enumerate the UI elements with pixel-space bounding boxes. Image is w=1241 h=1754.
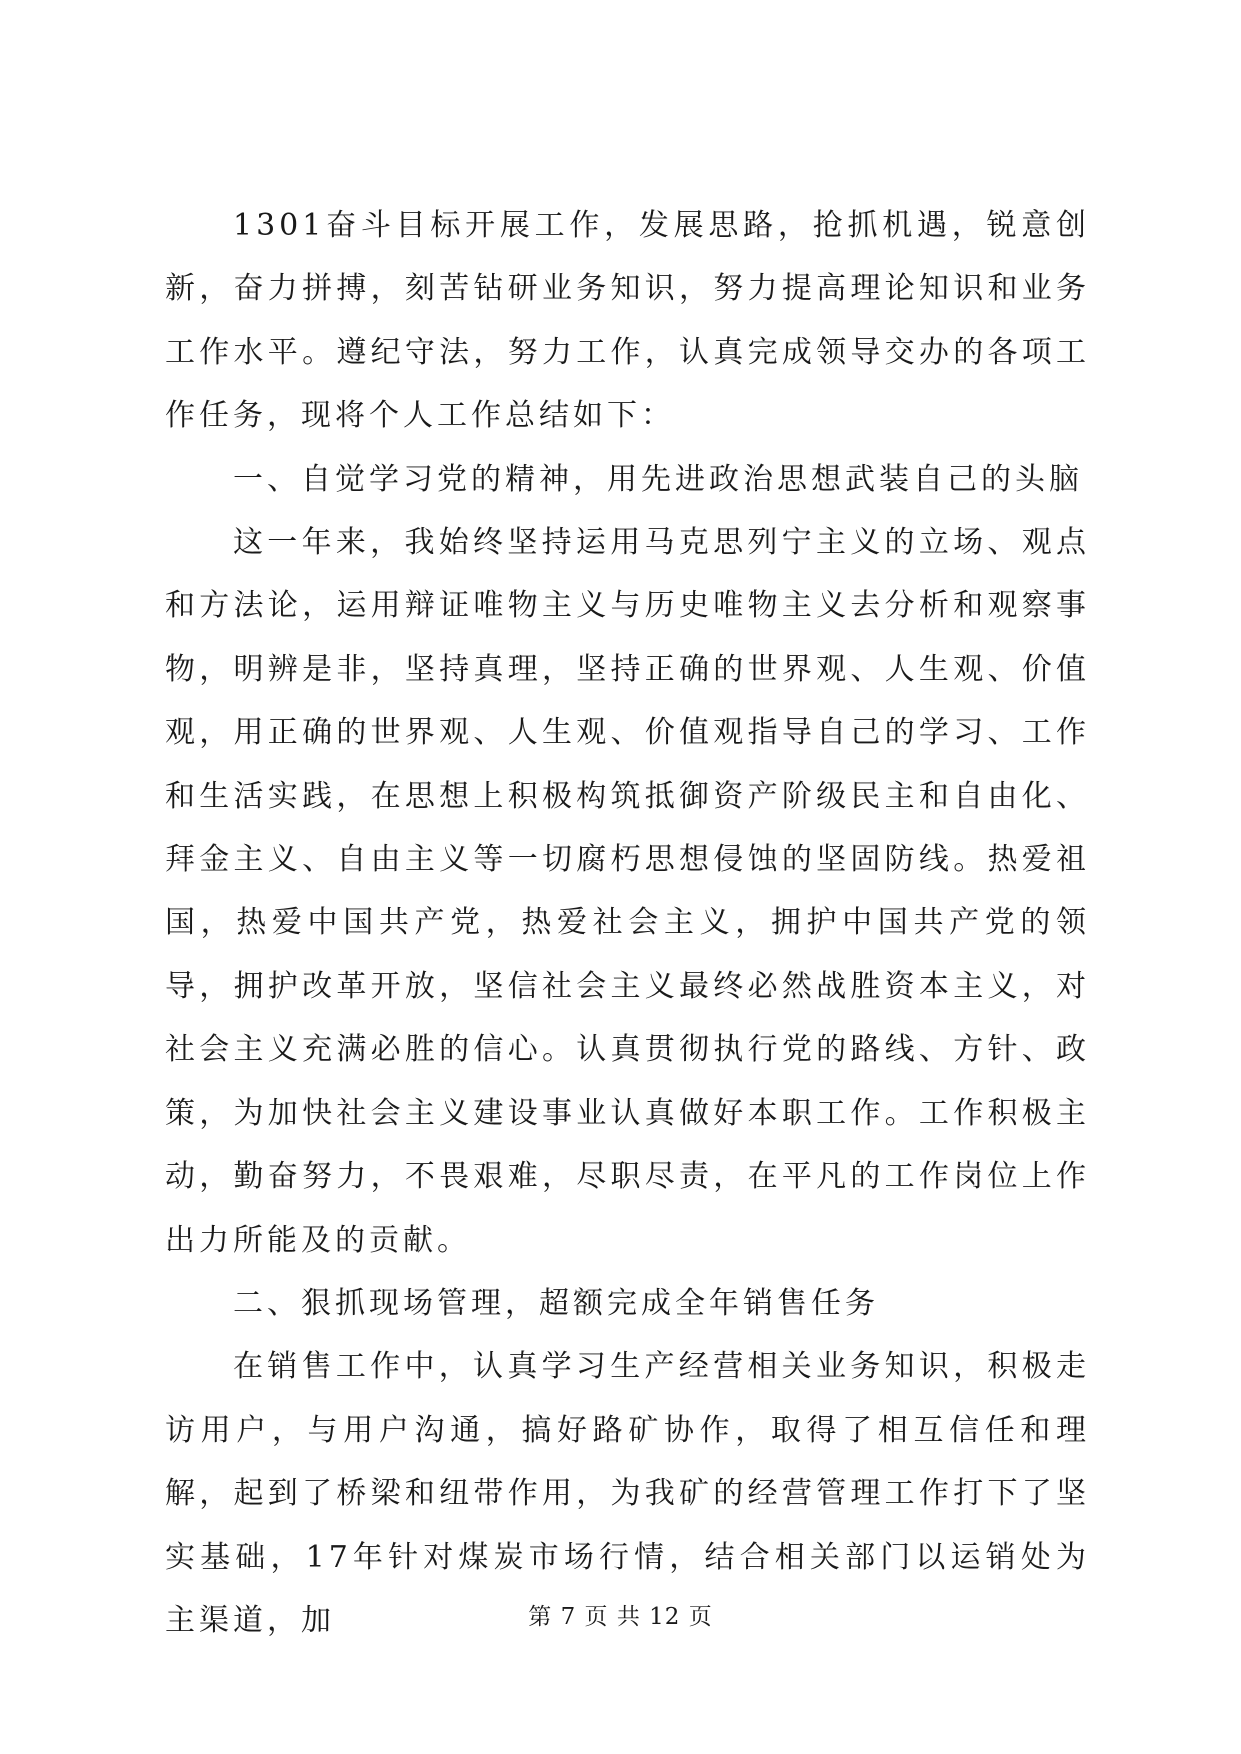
page-number-footer: 第 7 页 共 12 页 [528, 1604, 713, 1630]
paragraph-section-2: 在销售工作中，认真学习生产经营相关业务知识，积极走访用户，与用户沟通，搞好路矿协作，取得了相互信任和理解，起到了桥梁和纽带作用，为我矿的经营管理工作打下了坚实基础，17年针对煤炭市场行情，结合相关部门以运销处为主渠道，加 [165, 1349, 1090, 1638]
paragraph-intro: 1301奋斗目标开展工作，发展思路，抢抓机遇，锐意创新，奋力拼搏，刻苦钻研业务知识，努力提高理论知识和业务工作水平。遵纪守法，努力工作，认真完成领导交办的各项工作任务，现将个人工作总结如下： [165, 208, 1090, 434]
section-heading-1: 一、自觉学习党的精神，用先进政治思想武装自己的头脑 [233, 461, 1083, 497]
section-heading-2: 二、狠抓现场管理，超额完成全年销售任务 [233, 1285, 879, 1321]
document-body [165, 194, 1090, 1652]
paragraph-section-1: 这一年来，我始终坚持运用马克思列宁主义的立场、观点和方法论，运用辩证唯物主义与历史唯物主义去分析和观察事物，明辨是非，坚持真理，坚持正确的世界观、人生观、价值观，用正确的世界观、人生观、价值观指导自己的学习、工作和生活实践，在思想上积极构筑抵御资产阶级民主和自由化、拜金主义、自由主义等一切腐朽思想侵蚀的坚固防线。热爱祖国，热爱中国共产党，热爱社会主义，拥护中国共产党的领导，拥护改革开放，坚信社会主义最终必然战胜资本主义，对社会主义充满必胜的信心。认真贯彻执行党的路线、方针、政策，为加快社会主义建设事业认真做好本职工作。工作积极主动，勤奋努力，不畏艰难，尽职尽责，在平凡的工作岗位上作出力所能及的贡献。 [165, 525, 1090, 1258]
